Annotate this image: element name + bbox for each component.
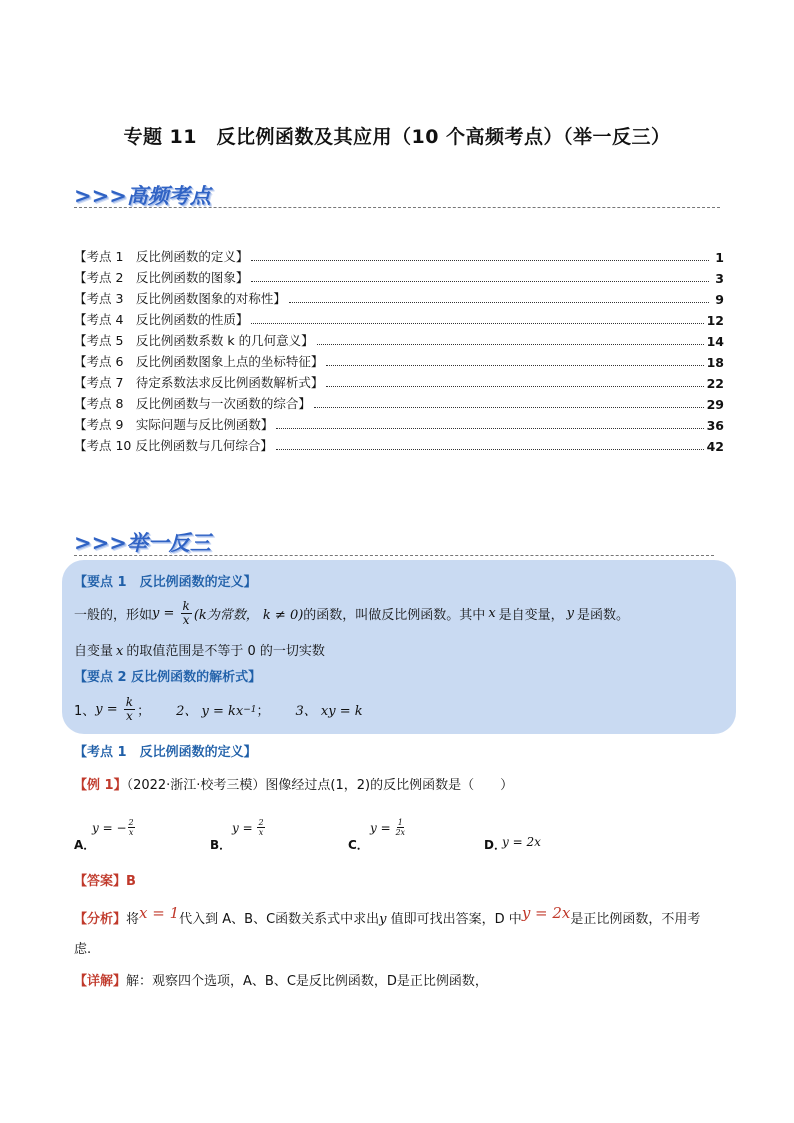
section-heading: 【考点 1 反比例函数的定义】	[74, 745, 257, 760]
toc-entry-label: 【考点 9 实际问题与反比例函数】	[74, 417, 274, 432]
option-a[interactable]	[74, 816, 214, 852]
fraction-denominator: x	[128, 828, 134, 837]
toc-entry-label: 【考点 6 反比例函数图象上点的坐标特征】	[74, 354, 324, 369]
options-row	[74, 816, 634, 852]
detail-line	[74, 970, 488, 989]
toc-entry-label: 【考点 4 反比例函数的性质】	[74, 312, 249, 327]
toc-entry[interactable]	[74, 433, 724, 454]
option-label: D．	[484, 838, 506, 852]
formula-3: 3、 xy = k	[295, 704, 363, 719]
analysis-line	[74, 904, 734, 927]
option-lhs: y = −	[92, 820, 127, 835]
toc-entry-label: 【考点 3 反比例函数图象的对称性】	[74, 291, 286, 306]
analysis-math: y	[379, 912, 387, 927]
math-y: y	[566, 606, 575, 621]
option-lhs: y =	[370, 820, 395, 835]
page-title: 专题 11 反比例函数及其应用（10 个高频考点）（举一反三）	[123, 126, 671, 148]
option-expression: y = 2x	[502, 835, 541, 849]
formula-index: 1、	[74, 704, 96, 719]
option-label: B．	[210, 838, 232, 852]
toc-entry[interactable]	[74, 328, 724, 349]
definition-text: 是函数。	[577, 608, 630, 623]
formula-lhs: y =	[95, 702, 122, 717]
toc-leader-dots	[314, 407, 704, 408]
math-x: x	[116, 644, 124, 659]
toc-entry-page: 22	[706, 376, 724, 391]
math-x: x	[488, 606, 496, 621]
fraction-numerator: 1	[397, 818, 403, 827]
toc-entry-page: 18	[706, 355, 724, 370]
key-point-2-heading: 【要点 2 反比例函数的解析式】	[74, 670, 262, 685]
domain-text: 自变量	[74, 644, 114, 659]
toc-entry[interactable]	[74, 349, 724, 370]
toc-entry-label: 【考点 10 反比例函数与几何综合】	[74, 438, 273, 453]
math-condition: (k为常数， k ≠ 0)	[193, 608, 304, 623]
divider	[74, 555, 714, 556]
example-question	[74, 774, 513, 793]
math-eq: =	[159, 606, 179, 621]
toc-entry[interactable]	[74, 307, 724, 328]
fraction-denominator: x	[182, 613, 190, 627]
example-tag: 【例 1】	[74, 778, 127, 793]
toc-leader-dots	[276, 428, 703, 429]
fraction-denominator: 2x	[395, 828, 406, 837]
toc-leader-dots	[326, 365, 703, 366]
key-point-1-heading: 【要点 1 反比例函数的定义】	[74, 575, 257, 590]
fraction-numerator: 2	[128, 818, 134, 827]
toc-entry-label: 【考点 2 反比例函数的图象】	[74, 270, 249, 285]
formula-line	[74, 696, 363, 723]
analysis-text: 将	[126, 912, 140, 927]
toc-entry-page: 1	[715, 250, 724, 265]
section-banner-examples: >>>举一反三	[74, 530, 211, 555]
formula-separator: ；	[256, 704, 270, 719]
analysis-continuation: 虑.	[74, 942, 92, 957]
fraction-numerator: k	[125, 695, 134, 709]
answer-tag: 【答案】	[74, 874, 127, 889]
toc-entry[interactable]	[74, 370, 724, 391]
answer-value: B	[126, 874, 136, 889]
toc-entry-label: 【考点 1 反比例函数的定义】	[74, 249, 249, 264]
analysis-text: 值即可找出答案，D 中	[386, 912, 522, 927]
toc-entry-label: 【考点 5 反比例函数系数 k 的几何意义】	[74, 333, 314, 348]
toc-entry-label: 【考点 7 待定系数法求反比例函数解析式】	[74, 375, 324, 390]
fraction-k-over-x	[181, 600, 192, 627]
formula-separator: ；	[137, 704, 151, 719]
analysis-text: 代入到 A、B、C函数关系式中求出	[179, 912, 380, 927]
toc-entry[interactable]	[74, 286, 724, 307]
domain-text: 的取值范围是不等于 0 的一切实数	[126, 644, 325, 659]
toc-leader-dots	[251, 260, 709, 261]
math-y: y	[152, 606, 160, 621]
option-expression	[92, 818, 136, 837]
fraction-numerator: 2	[258, 818, 264, 827]
domain-line	[74, 640, 325, 659]
toc-entry-page: 42	[706, 439, 724, 454]
fraction-denominator: x	[258, 828, 264, 837]
formula-2: 2、 y = kx	[176, 704, 244, 719]
toc-leader-dots	[251, 281, 709, 282]
analysis-text: 是正比例函数，不用考	[570, 912, 701, 927]
section-banner-high-frequency: >>>高频考点	[74, 183, 211, 208]
toc-entry-page: 12	[706, 313, 724, 328]
option-c[interactable]	[348, 816, 488, 852]
toc-entry-page: 3	[715, 271, 724, 286]
divider	[74, 207, 720, 208]
fraction-k-over-x	[124, 696, 135, 723]
option-expression	[370, 818, 406, 837]
example-text: （2022·浙江·校考三模）图像经过点(1，2)的反比例函数是（ ）	[126, 778, 514, 793]
option-expression	[232, 818, 266, 837]
toc-leader-dots	[289, 302, 709, 303]
formula-exponent: −1	[243, 704, 257, 715]
detail-text: 解：观察四个选项，A、B、C是反比例函数，D是正比例函数，	[126, 974, 488, 989]
toc-entry[interactable]	[74, 244, 724, 265]
toc-entry[interactable]	[74, 391, 724, 412]
toc-leader-dots	[251, 323, 703, 324]
definition-line	[74, 600, 629, 627]
option-label: C．	[348, 838, 369, 852]
definition-text: 一般的，形如	[74, 608, 153, 623]
answer-line	[74, 870, 136, 889]
toc-entry-page: 14	[706, 334, 724, 349]
toc-entry-label: 【考点 8 反比例函数与一次函数的综合】	[74, 396, 311, 411]
toc-entry-page: 29	[706, 397, 724, 412]
analysis-tag: 【分析】	[74, 912, 127, 927]
option-label: A．	[74, 838, 96, 852]
fraction-numerator: k	[182, 599, 190, 613]
option-b[interactable]	[210, 816, 350, 852]
definition-text: 是自变量，	[498, 608, 564, 623]
option-lhs: y =	[232, 820, 257, 835]
toc-entry-page: 9	[715, 292, 724, 307]
option-d[interactable]	[484, 816, 624, 852]
table-of-contents	[74, 244, 724, 454]
toc-leader-dots	[317, 344, 704, 345]
analysis-math: y = 2x	[521, 904, 571, 922]
toc-entry[interactable]	[74, 265, 724, 286]
fraction-denominator: x	[126, 709, 133, 723]
toc-leader-dots	[326, 386, 703, 387]
toc-leader-dots	[276, 449, 704, 450]
toc-entry[interactable]	[74, 412, 724, 433]
toc-entry-page: 36	[706, 418, 724, 433]
detail-tag: 【详解】	[74, 974, 127, 989]
definition-text: 的函数，叫做反比例函数。其中	[303, 608, 486, 623]
analysis-math: x = 1	[139, 904, 180, 922]
